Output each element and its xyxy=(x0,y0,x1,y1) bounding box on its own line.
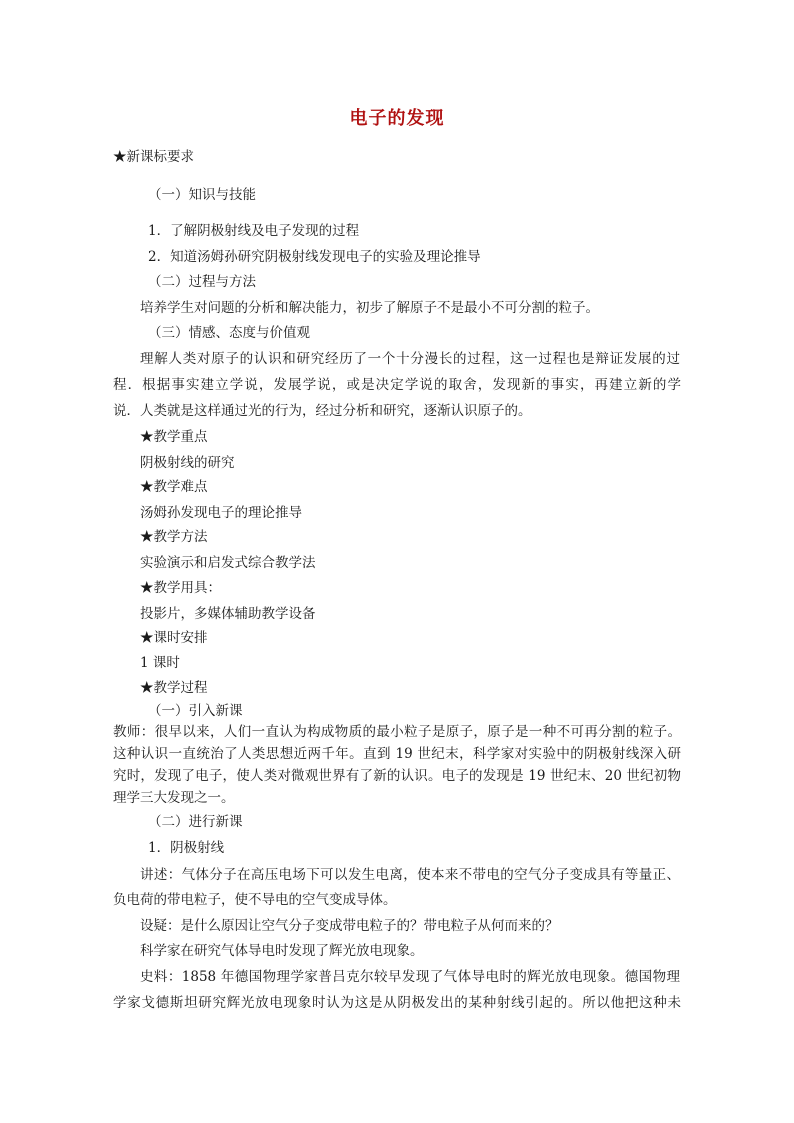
section-heading-difficulties: ★教学难点 xyxy=(140,479,208,495)
subheading-process-method: （二）过程与方法 xyxy=(148,274,256,290)
paragraph-line: 讲述：气体分子在高压电场下可以发生电离，使本来不带电的空气分子变成具有等量正、 xyxy=(140,867,680,883)
subheading-intro: （一）引入新课 xyxy=(148,703,243,719)
section-heading-tools: ★教学用具： xyxy=(140,580,221,596)
section-heading-process: ★教学过程 xyxy=(140,680,208,696)
section-heading-methods: ★教学方法 xyxy=(140,529,208,545)
paragraph-line: 这种认识一直统治了人类思想近两千年。直到 19 世纪末，科学家对实验中的阴极射线深入研 xyxy=(113,746,681,762)
paragraph-line: 理学三大发现之一。 xyxy=(113,790,235,806)
paragraph-line: 1 课时 xyxy=(140,655,180,671)
paragraph-line: 程．根据事实建立学说，发展学说，或是决定学说的取舍，发现新的事实，再建立新的学 xyxy=(113,377,681,393)
section-heading-key-points: ★教学重点 xyxy=(140,429,208,445)
paragraph-line: 汤姆孙发现电子的理论推导 xyxy=(140,505,302,521)
section-heading-curriculum: ★新课标要求 xyxy=(113,149,194,165)
subheading-attitude-values: （三）情感、态度与价值观 xyxy=(148,325,310,341)
paragraph-line: 投影片，多媒体辅助教学设备 xyxy=(140,606,316,622)
list-item: 2．知道汤姆孙研究阴极射线发现电子的实验及理论推导 xyxy=(148,249,481,265)
section-heading-schedule: ★课时安排 xyxy=(140,630,208,646)
paragraph-line: 负电荷的带电粒子，使不导电的空气变成导体。 xyxy=(113,892,397,908)
paragraph-line: 究时，发现了电子，使人类对微观世界有了新的认识。电子的发现是 19 世纪末、20 世纪初物 xyxy=(113,768,681,784)
list-item: 1．阴极射线 xyxy=(148,840,225,856)
paragraph-line: 培养学生对问题的分析和解决能力，初步了解原子不是最小不可分割的粒子。 xyxy=(140,300,599,316)
paragraph-line: 理解人类对原子的认识和研究经历了一个十分漫长的过程，这一过程也是辩证发展的过 xyxy=(140,351,680,367)
paragraph-line: 说．人类就是这样通过光的行为，经过分析和研究，逐渐认识原子的。 xyxy=(113,403,532,419)
paragraph-line: 阴极射线的研究 xyxy=(140,455,235,471)
list-item: 1．了解阴极射线及电子发现的过程 xyxy=(148,223,360,239)
paragraph-line: 实验演示和启发式综合教学法 xyxy=(140,555,316,571)
subheading-new-lesson: （二）进行新课 xyxy=(148,814,243,830)
paragraph-line: 史料：1858 年德国物理学家普吕克尔较早发现了气体导电时的辉光放电现象。德国物理 xyxy=(140,969,680,985)
document-title: 电子的发现 xyxy=(349,108,445,129)
subheading-knowledge-skills: （一）知识与技能 xyxy=(148,187,256,203)
paragraph-line: 科学家在研究气体导电时发现了辉光放电现象。 xyxy=(140,943,424,959)
paragraph-line: 设疑：是什么原因让空气分子变成带电粒子的？带电粒子从何而来的？ xyxy=(140,918,559,934)
paragraph-line: 学家戈德斯坦研究辉光放电现象时认为这是从阴极发出的某种射线引起的。所以他把这种未 xyxy=(113,995,681,1011)
paragraph-line: 教师：很早以来，人们一直认为构成物质的最小粒子是原子，原子是一种不可再分割的粒子。 xyxy=(113,724,681,740)
